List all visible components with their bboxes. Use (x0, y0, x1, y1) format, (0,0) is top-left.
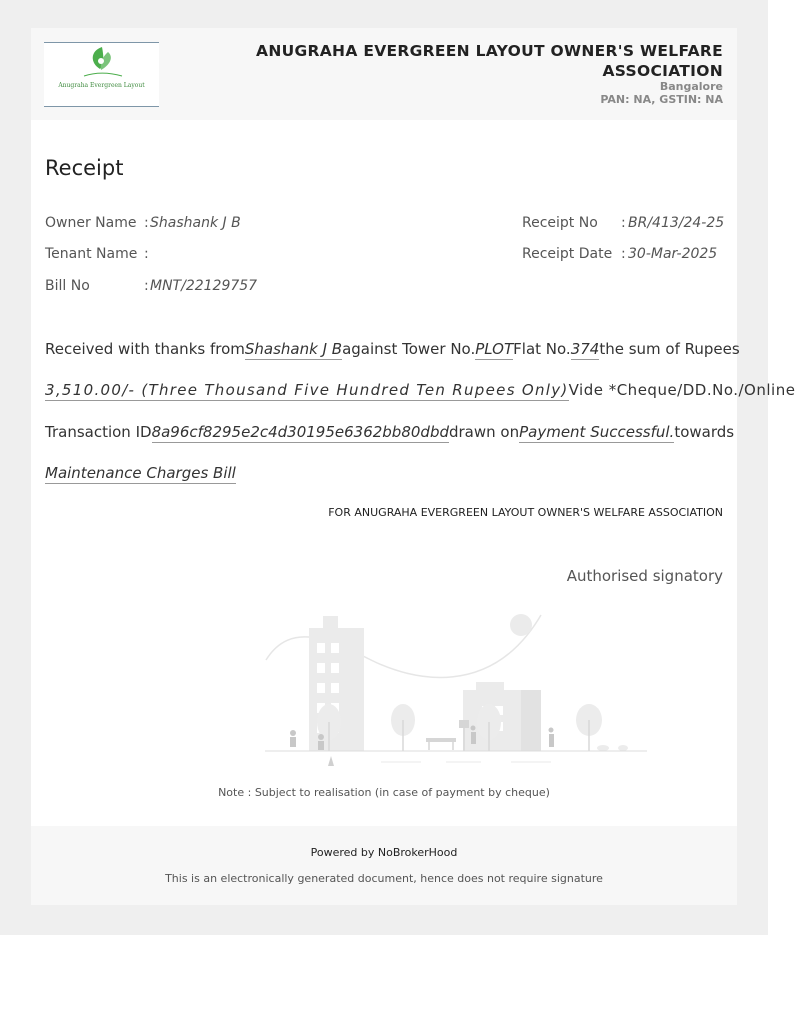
vide-text: Vide *Cheque/DD.No./Online (568, 381, 795, 399)
owner-name-value: Shashank J B (150, 215, 241, 231)
footer-disclaimer: This is an electronically generated document, hence does not require signature (165, 872, 603, 885)
drawn-on-text: drawn on (448, 423, 520, 441)
receipt-card (31, 28, 795, 905)
receipt-no-label: Receipt No (522, 215, 598, 231)
body-line-3 (45, 423, 735, 443)
owner-name-colon: : (144, 215, 149, 231)
receipt-no-colon: : (621, 215, 626, 231)
against-tower-text: against Tower No. (342, 340, 476, 358)
owner-name-label: Owner Name (45, 215, 137, 231)
powered-by: Powered by NoBrokerHood (310, 846, 458, 859)
transaction-text: Transaction ID (45, 423, 152, 441)
drawn-on-value: Payment Successful. (519, 423, 675, 441)
bill-no-colon: : (144, 278, 149, 294)
authorised-signatory: Authorised signatory (566, 567, 723, 585)
payer-name: Shashank J B (244, 340, 343, 358)
receipt-date-value: 30-Mar-2025 (628, 246, 718, 262)
bill-no-label: Bill No (45, 278, 90, 294)
amount-in-words: 3,510.00/- (Three Thousand Five Hundred Ten Rupees Only) (45, 381, 569, 399)
page-title: Receipt (45, 156, 124, 180)
organization-tax-info: PAN: NA, GSTIN: NA (600, 93, 723, 106)
received-from-text: Received with thanks from (45, 340, 245, 358)
flat-text: Flat No. (513, 340, 571, 358)
receipt-header (31, 28, 737, 120)
receipt-no-value: BR/413/24-25 (628, 215, 725, 231)
realisation-note: Note : Subject to realisation (in case of payment by cheque) (218, 786, 550, 799)
sum-text: the sum of Rupees (599, 340, 740, 358)
bill-no-value: MNT/22129757 (150, 278, 258, 294)
receipt-date-colon: : (621, 246, 626, 262)
towards-text: towards (674, 423, 735, 441)
for-organization: FOR ANUGRAHA EVERGREEN LAYOUT OWNER'S WELFARE ASSOCIATION (328, 506, 723, 519)
city-illustration (231, 610, 621, 770)
leaf-logo-icon (44, 43, 159, 106)
receipt-date-label: Receipt Date (522, 246, 613, 262)
transaction-id: 8a96cf8295e2c4d30195e6362bb80dbd (151, 423, 449, 441)
association-logo (44, 42, 159, 107)
tenant-name-label: Tenant Name (45, 246, 138, 262)
receipt-footer (31, 826, 737, 905)
tenant-name-colon: : (144, 246, 149, 262)
logo-text: Anugraha Evergreen Layout (58, 82, 145, 89)
body-line-4 (45, 464, 723, 482)
flat-no: 374 (570, 340, 600, 358)
towards-value: Maintenance Charges Bill (45, 464, 236, 482)
organization-name: ANUGRAHA EVERGREEN LAYOUT OWNER'S WELFARE ASSOCIATION (256, 42, 723, 80)
body-line-2 (45, 381, 795, 401)
organization-city: Bangalore (659, 80, 723, 93)
tower-no: PLOT (475, 340, 514, 358)
body-line-1 (45, 340, 740, 360)
